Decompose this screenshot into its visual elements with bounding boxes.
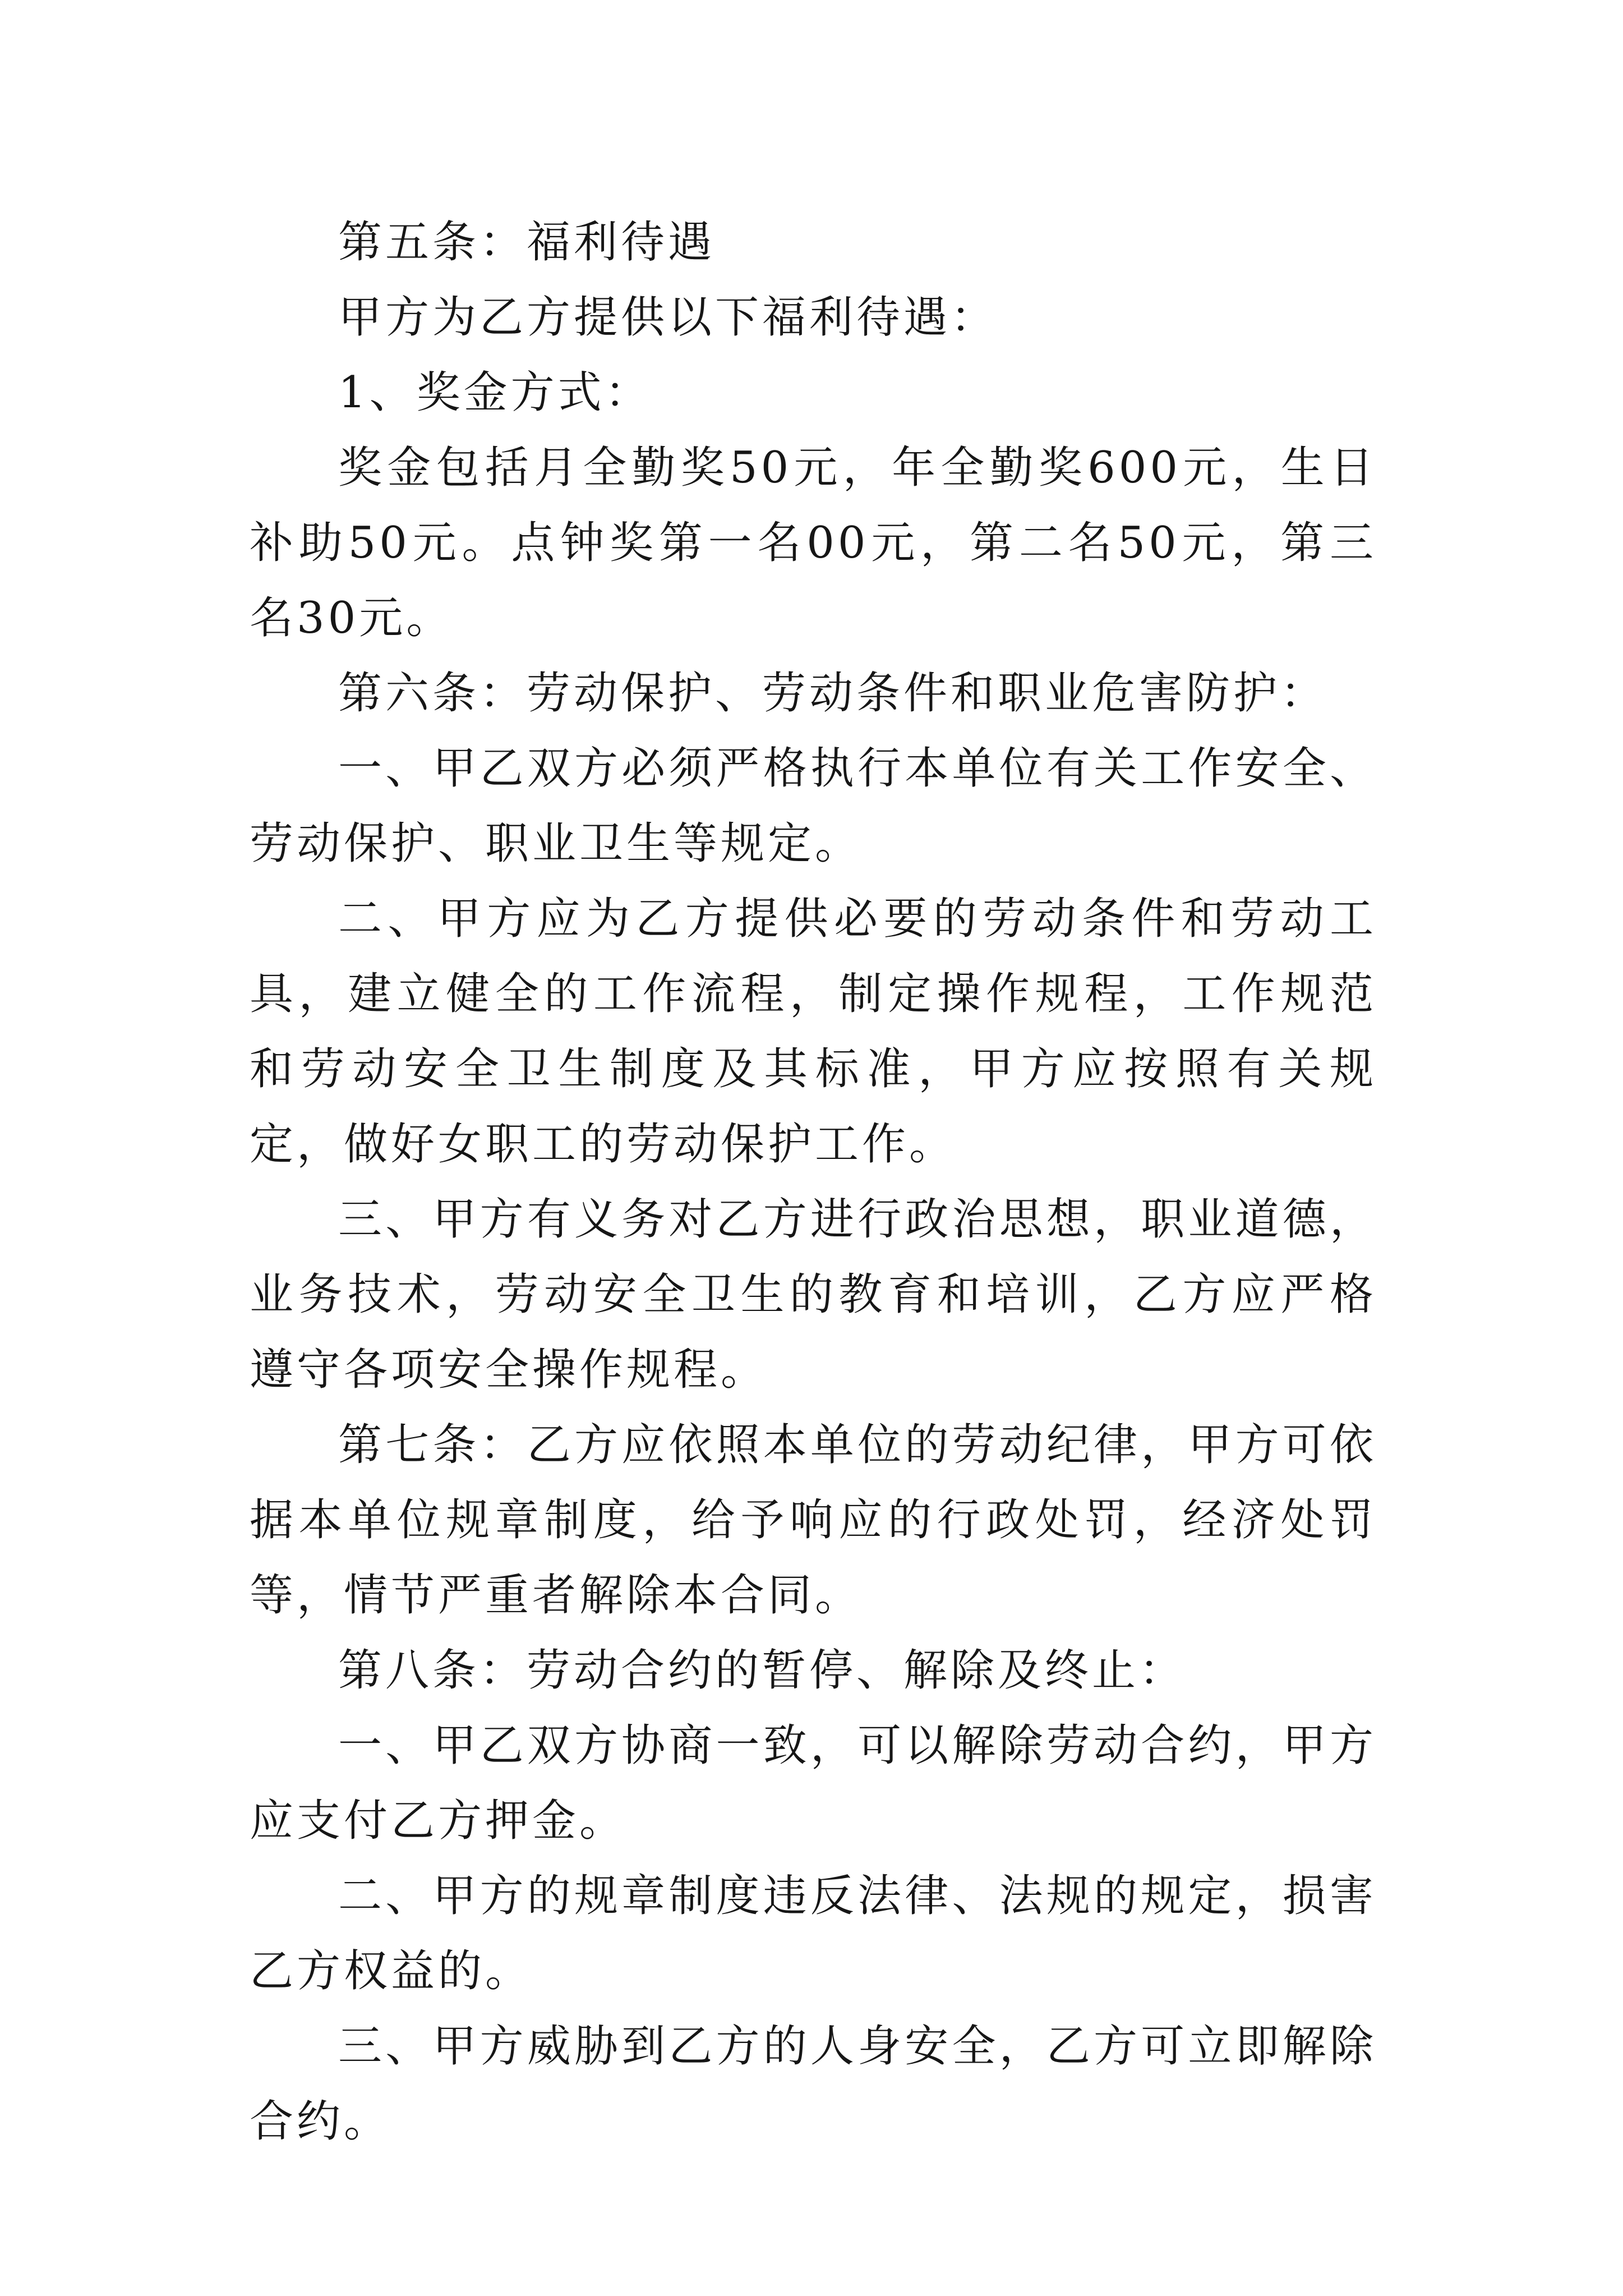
paragraph: 一、甲乙双方协商一致，可以解除劳动合约，甲方应支付乙方押金。	[250, 1720, 1377, 1846]
list-item-heading: 1、奖金方式：	[338, 367, 652, 418]
paragraph: 甲方为乙方提供以下福利待遇：	[338, 292, 998, 343]
section-heading-article-6: 第六条：劳动保护、劳动条件和职业危害防护：	[338, 668, 1328, 719]
paragraph: 奖金包括月全勤奖50元，年全勤奖600元，生日补助50元。点钟奖第一名00元，第二名50元，第三名30元。	[250, 443, 1377, 643]
paragraph: 二、甲方的规章制度违反法律、法规的规定，损害乙方权益的。	[250, 1871, 1377, 1996]
section-heading-article-5: 第五条：福利待遇	[338, 217, 716, 268]
document-body	[250, 205, 1377, 2159]
paragraph: 二、甲方应为乙方提供必要的劳动条件和劳动工具，建立健全的工作流程，制定操作规程，工作规范和劳动安全卫生制度及其标准，甲方应按照有关规定，做好女职工的劳动保护工作。	[250, 894, 1377, 1170]
section-heading-article-8: 第八条：劳动合约的暂停、解除及终止：	[338, 1645, 1187, 1696]
paragraph: 一、甲乙双方必须严格执行本单位有关工作安全、劳动保护、职业卫生等规定。	[250, 743, 1377, 869]
paragraph: 三、甲方有义务对乙方进行政治思想，职业道德，业务技术，劳动安全卫生的教育和培训，乙方应严格遵守各项安全操作规程。	[250, 1194, 1377, 1395]
section-heading-article-7: 第七条：乙方应依照本单位的劳动纪律，甲方可依据本单位规章制度，给予响应的行政处罚，经济处罚等，情节严重者解除本合同。	[250, 1420, 1377, 1621]
paragraph: 三、甲方威胁到乙方的人身安全，乙方可立即解除合约。	[250, 2021, 1377, 2147]
